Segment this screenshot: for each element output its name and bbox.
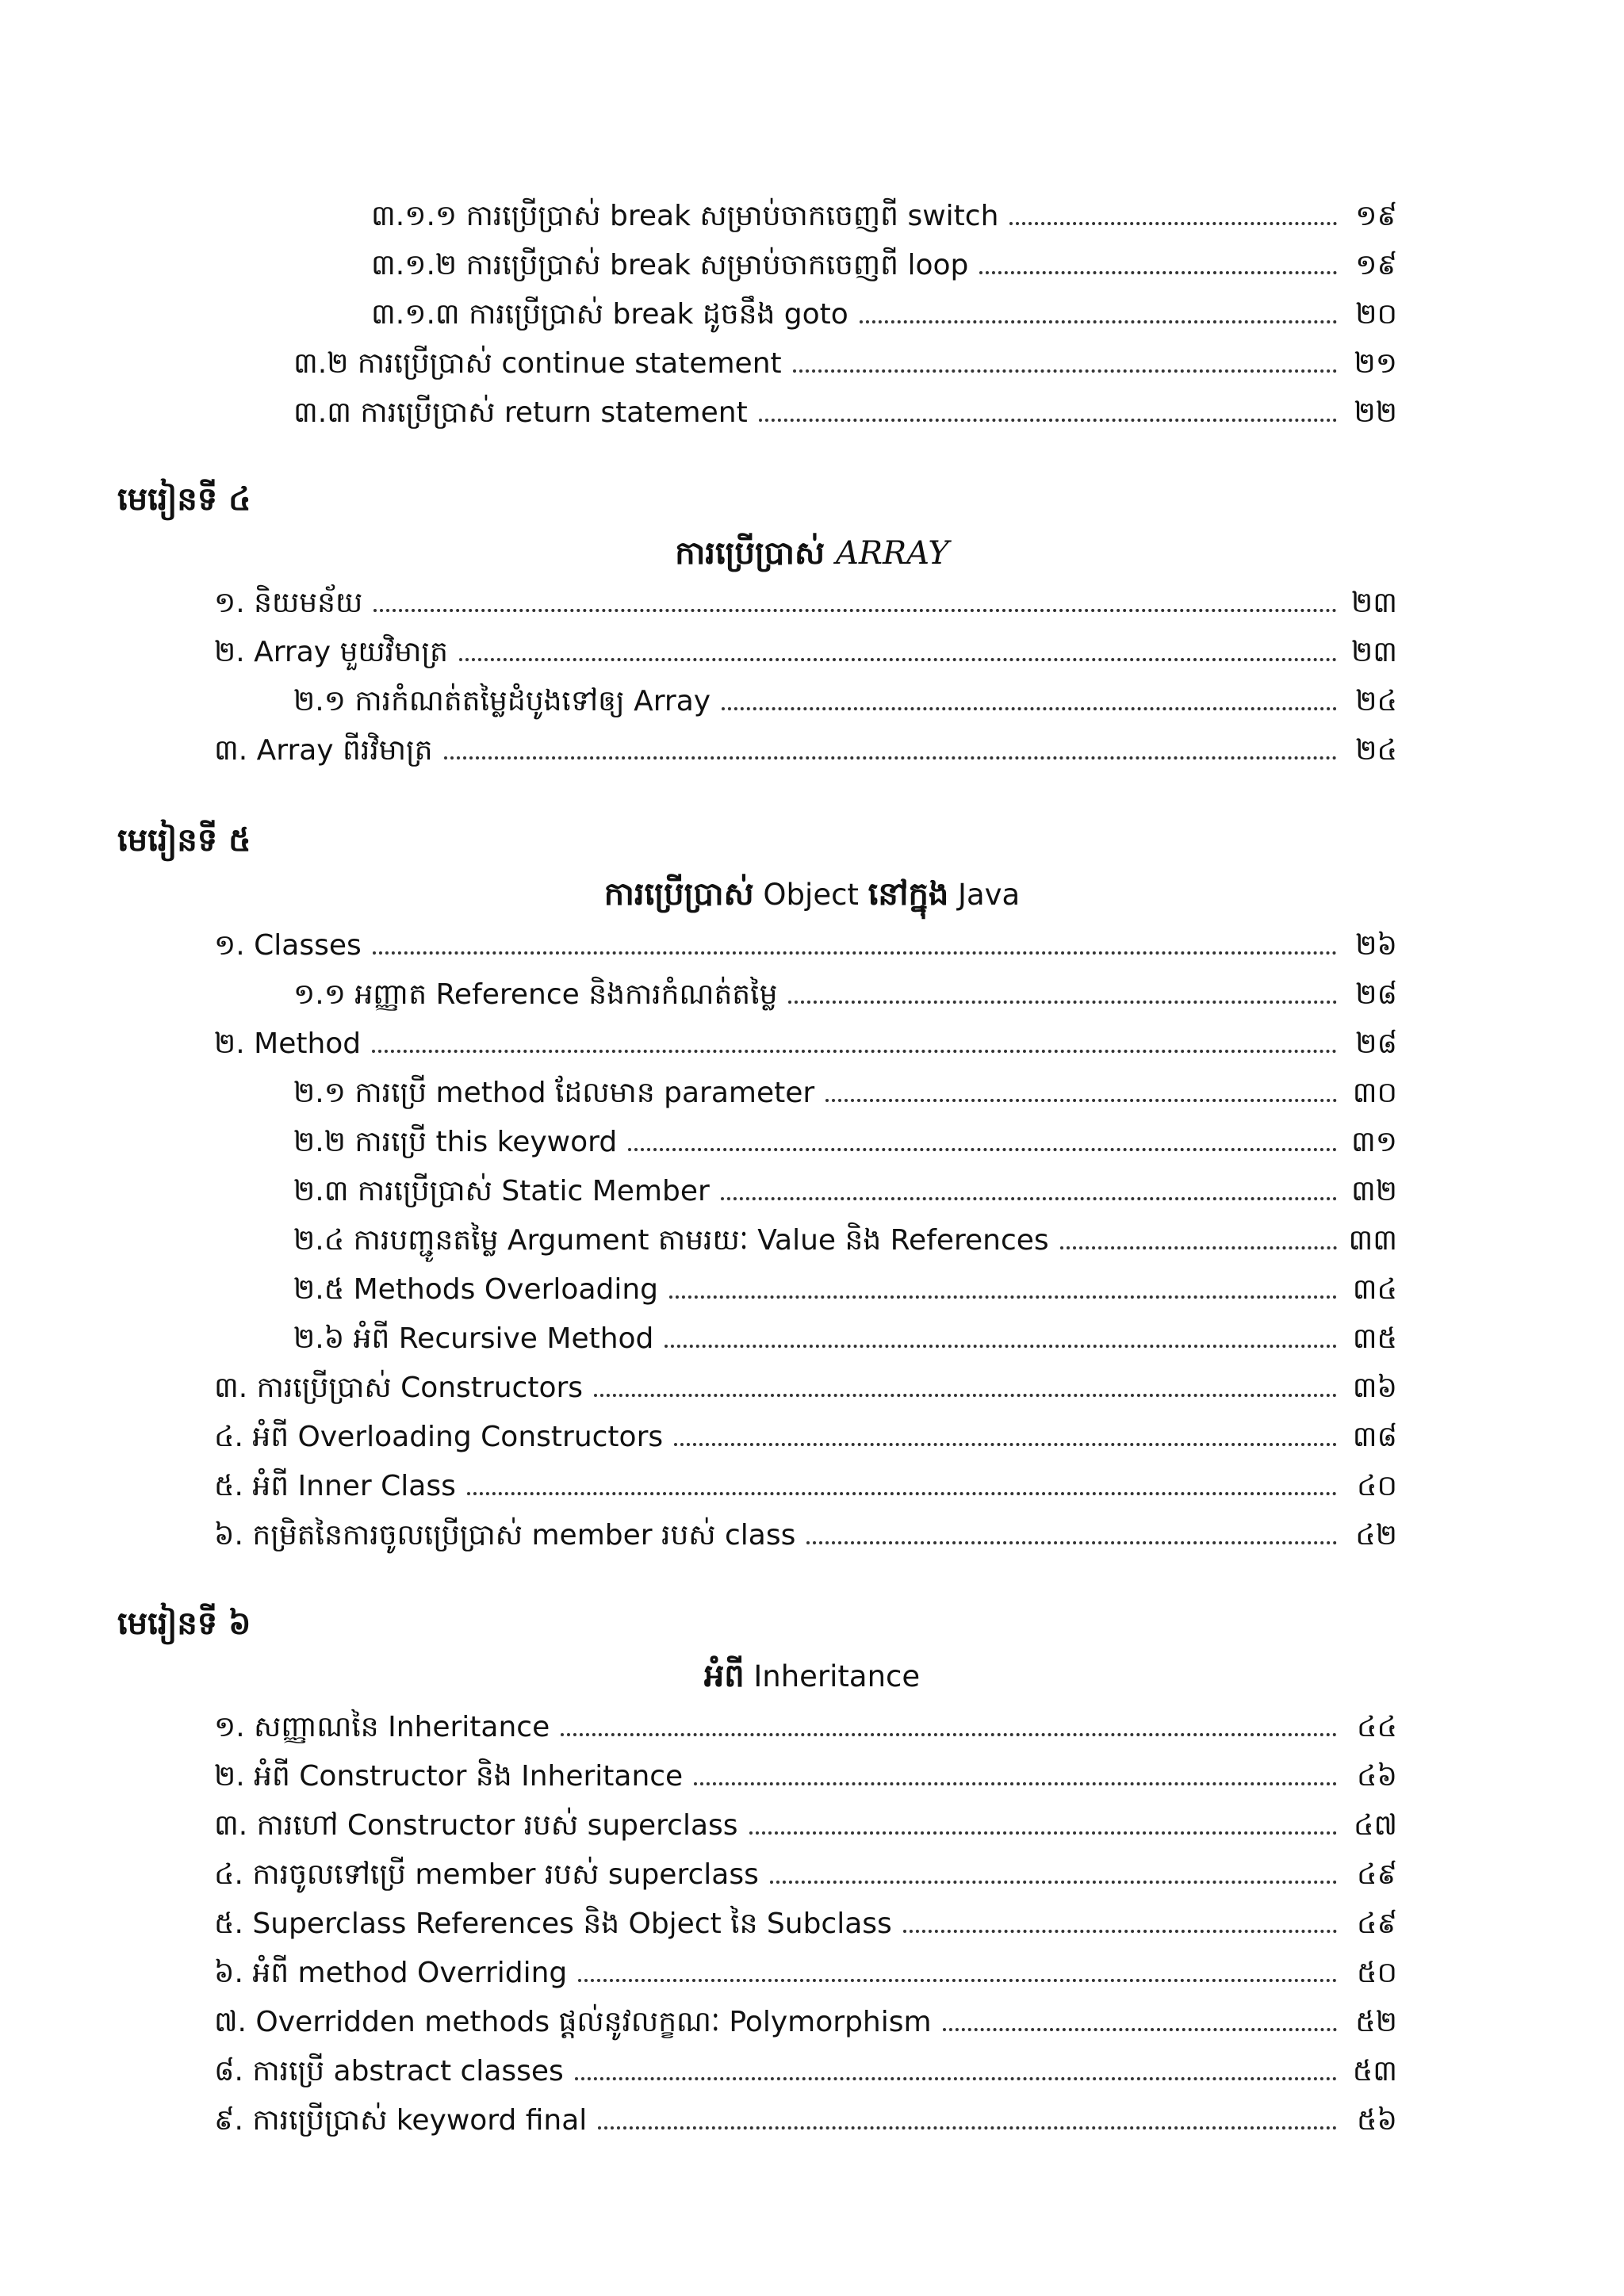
dot-leader: [694, 1782, 1337, 1785]
chapter-title-en: ARRAY: [836, 535, 949, 572]
toc-entry-page: ២១: [1354, 347, 1397, 380]
chapter-title-en: Inheritance: [744, 1659, 921, 1693]
dot-leader: [561, 1733, 1337, 1736]
toc-entry: [0, 579, 1624, 628]
toc-entry: [0, 1752, 1624, 1801]
toc-entry-page: ៣០: [1352, 1077, 1397, 1109]
toc-entry: [0, 1118, 1624, 1167]
toc-entry-text: ២.២ ការប្រើ this keyword: [293, 1128, 628, 1157]
toc-entry-page: ២២: [1354, 396, 1397, 429]
toc-entry: [0, 192, 1624, 241]
dot-leader: [372, 1050, 1337, 1053]
chapter-title: [0, 530, 1624, 577]
toc-entry-page: ២៣: [1350, 587, 1397, 619]
toc-entry: [0, 1216, 1624, 1265]
dot-leader: [1009, 222, 1337, 225]
dot-leader: [759, 419, 1337, 422]
toc-entry-page: ១៩: [1355, 249, 1397, 281]
toc-entry-text: ៥. Superclass References និង Object នៃ Subclass: [214, 1910, 903, 1938]
toc-entry-text: ២.១ ការប្រើ method ដែលមាន parameter: [293, 1079, 825, 1108]
toc-entry-page: ២៨: [1355, 978, 1397, 1011]
chapter-title-en: Java: [948, 878, 1021, 912]
dot-leader: [721, 1197, 1337, 1200]
toc-entry-text: ១. និយមន័យ: [214, 589, 373, 618]
toc-entry: [0, 2096, 1624, 2145]
toc-entry: [0, 1020, 1624, 1069]
toc-entry-text: ១. សញ្ញាណនៃ Inheritance: [214, 1713, 561, 1742]
toc-entry-page: ៣៣: [1348, 1224, 1397, 1257]
dot-leader: [793, 369, 1337, 373]
toc-entry-text: ២.៦ អំពី Recursive Method: [293, 1325, 665, 1353]
toc-entry-page: ៤២: [1355, 1519, 1397, 1552]
toc-entry-page: ៤៦: [1357, 1760, 1397, 1793]
toc-entry-page: ២៦: [1355, 929, 1397, 962]
toc-entry-text: ៨. ការប្រើ abstract classes: [214, 2057, 575, 2086]
dot-leader: [444, 756, 1337, 760]
dot-leader: [373, 951, 1337, 955]
toc-entry-text: ៣. ការហៅ Constructor របស់ superclass: [214, 1812, 749, 1840]
chapter-title: [0, 1652, 1624, 1700]
toc-entry-text: ១.១ អញ្ញាត Reference និងការកំណត់តម្លៃ: [293, 981, 788, 1009]
toc-entry-page: ៣១: [1350, 1126, 1397, 1158]
chapter-title: [0, 871, 1624, 918]
toc-entry-page: ៣៥: [1352, 1322, 1397, 1355]
toc-entry-page: ២០: [1355, 298, 1397, 331]
chapter-label: មេរៀនទី ៤: [117, 481, 251, 518]
toc-entry-text: ៥. អំពី Inner Class: [214, 1472, 467, 1501]
chapter-title-kh: ការប្រើប្រាស់: [603, 876, 754, 913]
chapter-label: មេរៀនទី ៥: [117, 822, 251, 859]
toc-entry: [0, 1949, 1624, 1998]
toc-entry-text: ៣.១.១ ការប្រើប្រាស់ break សម្រាប់ចាកចេញពី switch: [371, 202, 1009, 231]
toc-entry-page: ៤០: [1357, 1470, 1397, 1502]
toc-entry-text: ៣. ការប្រើប្រាស់ Constructors: [214, 1374, 594, 1402]
toc-entry-text: ២.១ ការកំណត់តម្លៃដំបូងទៅឲ្យ Array: [293, 687, 722, 716]
toc-entry-text: ៤. អំពី Overloading Constructors: [214, 1423, 674, 1452]
toc-entry: [0, 628, 1624, 677]
chapter-title-kh: នៅក្នុង: [868, 876, 949, 913]
toc-entry: [0, 1801, 1624, 1850]
toc-entry-text: ៣.២ ការប្រើប្រាស់ continue statement: [293, 350, 793, 378]
dot-leader: [806, 1541, 1337, 1544]
toc-entry: [0, 921, 1624, 970]
toc-entry: [0, 1069, 1624, 1118]
dot-leader: [860, 320, 1337, 323]
dot-leader: [594, 1394, 1337, 1397]
toc-entry: [0, 1703, 1624, 1752]
dot-leader: [788, 1001, 1337, 1004]
toc-entry: [0, 1462, 1624, 1511]
dot-leader: [578, 1979, 1337, 1982]
toc-entry: [0, 290, 1624, 339]
toc-entry-text: ៣.១.៣ ការប្រើប្រាស់ break ដូចនឹង goto: [371, 300, 860, 329]
toc-entry-page: ២៤: [1355, 685, 1397, 718]
dot-leader: [979, 271, 1337, 274]
dot-leader: [373, 609, 1337, 612]
toc-entry-page: ៣៤: [1352, 1273, 1397, 1306]
toc-entry-text: ២. Array មួយវិមាត្រ: [214, 638, 459, 667]
toc-entry-page: ៣៨: [1352, 1421, 1397, 1453]
toc-entry-page: ១៩: [1355, 200, 1397, 232]
toc-entry: [0, 1314, 1624, 1364]
chapter-title-kh: អំពី: [703, 1658, 745, 1694]
toc-entry-page: ៤៧: [1353, 1809, 1397, 1842]
toc-entry-page: ៥២: [1355, 2006, 1397, 2038]
toc-entry-page: ៣២: [1350, 1175, 1397, 1207]
toc-entry-text: ២.៣ ការប្រើប្រាស់ Static Member: [293, 1177, 721, 1206]
toc-entry: [0, 241, 1624, 290]
toc-entry: [0, 726, 1624, 775]
dot-leader: [628, 1148, 1337, 1151]
toc-entry: [0, 970, 1624, 1020]
dot-leader: [669, 1295, 1337, 1299]
toc-entry-text: ២.៤ ការបញ្ជូនតម្លៃ Argument តាមរយៈ Value និង References: [293, 1226, 1060, 1255]
toc-entry-text: ៦. កម្រិតនៃការចូលប្រើប្រាស់ member របស់ class: [214, 1521, 806, 1550]
toc-entry-text: ៧. Overridden methods ផ្តល់នូវលក្ខណៈ Polymorphism: [214, 2008, 943, 2037]
toc-entry-text: ១. Classes: [214, 932, 373, 960]
toc-entry: [0, 1364, 1624, 1413]
toc-entry-page: ៤៤: [1357, 1711, 1397, 1743]
toc-entry-page: ៥៦: [1357, 2104, 1397, 2137]
toc-entry-text: ២. អំពី Constructor និង Inheritance: [214, 1762, 694, 1791]
toc-entry: [0, 677, 1624, 726]
dot-leader: [459, 658, 1337, 661]
toc-entry-page: ៤៩: [1357, 1908, 1397, 1940]
dot-leader: [575, 2077, 1337, 2080]
toc-entry: [0, 1900, 1624, 1949]
chapter-label: មេរៀនទី ៦: [117, 1605, 251, 1642]
toc-entry-page: ៥០: [1357, 1957, 1397, 1989]
dot-leader: [722, 707, 1337, 710]
dot-leader: [674, 1443, 1337, 1446]
toc-entry-page: ៣៦: [1352, 1372, 1397, 1404]
dot-leader: [467, 1492, 1337, 1495]
toc-entry-page: ២៣: [1350, 636, 1397, 668]
toc-entry: [0, 388, 1624, 438]
toc-entry: [0, 2047, 1624, 2096]
dot-leader: [943, 2028, 1337, 2031]
toc-entry-text: ២. Method: [214, 1030, 372, 1058]
toc-entry-page: ២៨: [1355, 1027, 1397, 1060]
chapter-title-en: Object: [753, 878, 868, 912]
toc-entry-page: ៥៣: [1352, 2055, 1397, 2087]
toc-entry-page: ២៤: [1355, 734, 1397, 767]
toc-entry: [0, 1265, 1624, 1314]
toc-entry: [0, 1413, 1624, 1462]
toc-entry-text: ៩. ការប្រើប្រាស់ keyword final: [214, 2107, 598, 2135]
dot-leader: [825, 1099, 1337, 1102]
toc-entry: [0, 339, 1624, 388]
toc-entry-text: ៣.៣ ការប្រើប្រាស់ return statement: [293, 399, 759, 427]
toc-entry: [0, 1998, 1624, 2047]
toc-entry: [0, 1167, 1624, 1216]
toc-entry-text: ៤. ការចូលទៅប្រើ member របស់ superclass: [214, 1861, 770, 1889]
toc-entry-text: ២.៥ Methods Overloading: [293, 1276, 669, 1304]
dot-leader: [770, 1881, 1337, 1884]
dot-leader: [749, 1831, 1337, 1835]
toc-entry-text: ៦. អំពី method Overriding: [214, 1959, 578, 1988]
toc-entry-page: ៤៩: [1357, 1858, 1397, 1891]
dot-leader: [598, 2126, 1337, 2130]
toc-entry: [0, 1850, 1624, 1900]
dot-leader: [903, 1930, 1337, 1933]
toc-entry-text: ៣. Array ពីរវិមាត្រ: [214, 737, 444, 765]
toc-entry: [0, 1511, 1624, 1560]
chapter-title-kh: ការប្រើប្រាស់: [675, 535, 836, 572]
toc-entry-text: ៣.១.២ ការប្រើប្រាស់ break សម្រាប់ចាកចេញពី loop: [371, 251, 979, 280]
dot-leader: [1060, 1246, 1337, 1249]
dot-leader: [665, 1345, 1337, 1348]
